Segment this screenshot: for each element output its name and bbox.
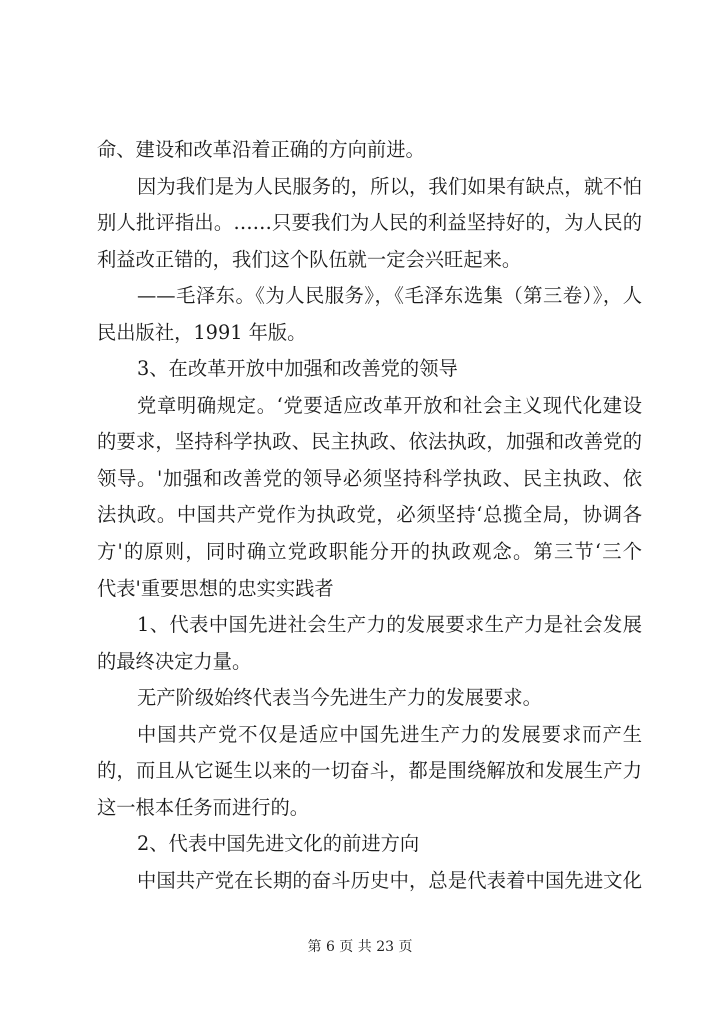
page-footer: 第 6 页 共 23 页 [307, 939, 413, 955]
text-line: 中国共产党不仅是适应中国先进生产力的发展要求而产生 [137, 722, 642, 746]
text-line: 无产阶级始终代表当今先进生产力的发展要求。 [137, 686, 542, 710]
paragraph [97, 607, 642, 680]
text-line: 命、建设和改革沿着正确的方向前进。 [97, 138, 425, 161]
text-line: 这一根本任务而进行的。 [97, 795, 310, 819]
text-line: 的要求，坚持科学执政、民主执政、依法执政，加强和改善党的 [97, 430, 642, 454]
text-line: 中国共产党在长期的奋斗历史中，总是代表着中国先进文化 [137, 868, 642, 892]
paragraph [97, 826, 642, 863]
text-line: ——毛泽东。《为人民服务》，《毛泽东选集（第三卷）》，人 [137, 284, 642, 308]
text-line: 的最终决定力量。 [97, 649, 252, 673]
text-line: 党章明确规定。‘党要适应改革开放和社会主义现代化建设 [137, 393, 642, 417]
paragraph [97, 680, 642, 717]
text-line: 领导。'加强和改善党的领导必须坚持科学执政、民主执政、依 [97, 466, 642, 490]
paragraph [97, 717, 642, 827]
text-line: 1、代表中国先进社会生产力的发展要求生产力是社会发展 [137, 613, 642, 637]
document-body [97, 132, 642, 899]
text-line: 3、在改革开放中加强和改善党的领导 [137, 357, 458, 381]
paragraph [97, 278, 642, 351]
paragraph [97, 388, 642, 607]
paragraph [97, 863, 642, 900]
text-line: 法执政。中国共产党作为执政党，必须坚持‘总揽全局，协调各 [97, 503, 642, 527]
text-line: 的，而且从它诞生以来的一切奋斗，都是围绕解放和发展生产力 [97, 759, 642, 783]
text-line: 代表'重要思想的忠实实践者 [97, 576, 334, 600]
text-line: 别人批评指出。……只要我们为人民的利益坚持好的，为人民的 [97, 211, 642, 235]
text-line: 利益改正错的，我们这个队伍就一定会兴旺起来。 [97, 247, 522, 271]
paragraph [97, 169, 642, 279]
paragraph [97, 351, 642, 388]
text-line: 2、代表中国先进文化的前进方向 [137, 832, 420, 856]
text-line: 因为我们是为人民服务的，所以，我们如果有缺点，就不怕 [137, 174, 642, 198]
text-line: 方'的原则，同时确立党政职能分开的执政观念。第三节‘三个 [97, 540, 642, 564]
paragraph [97, 132, 642, 169]
text-line: 民出版社，1991 年版。 [97, 320, 307, 344]
